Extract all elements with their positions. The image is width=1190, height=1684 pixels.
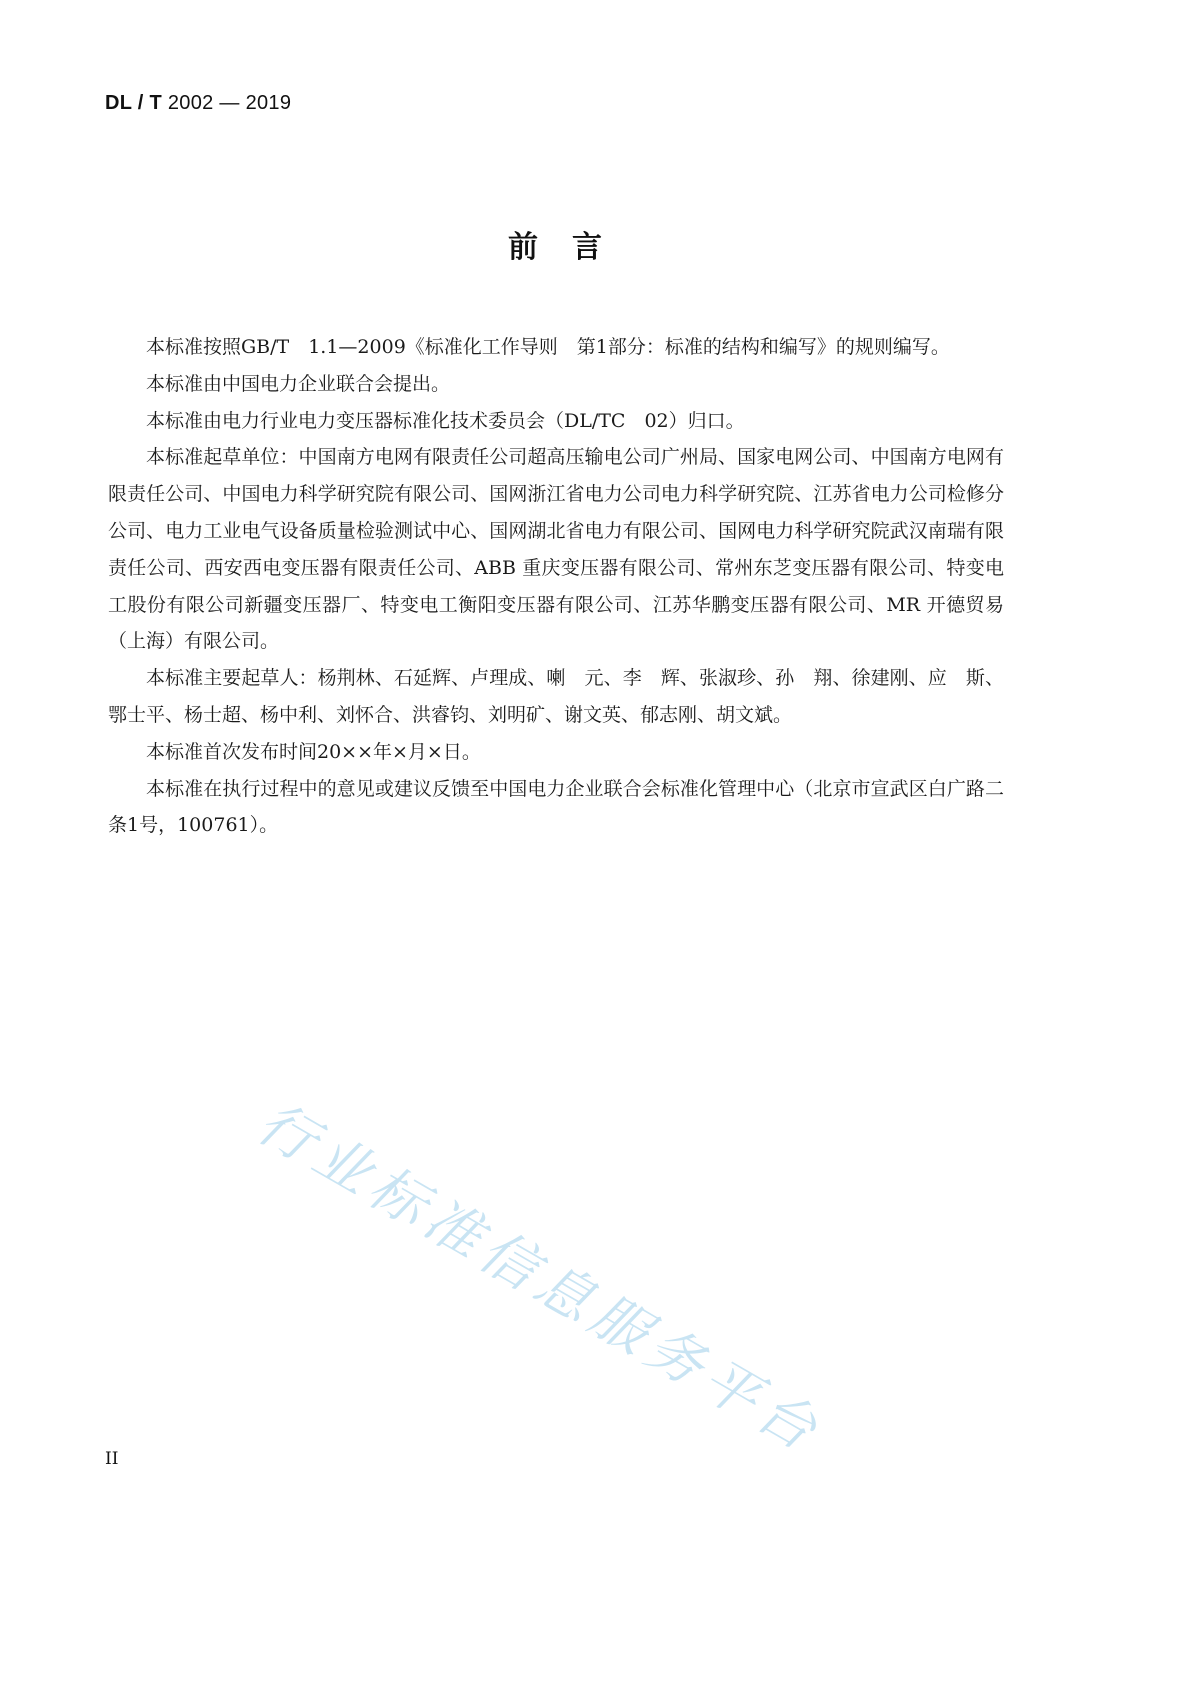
foreword-body — [108, 329, 1004, 844]
paragraph-first-release: 本标准首次发布时间20××年×月×日。 — [146, 740, 481, 763]
page-number: II — [105, 1449, 119, 1469]
page-title: 前言 — [508, 230, 636, 265]
standard-code-prefix: DL / T — [105, 92, 162, 114]
paragraph-proposer: 本标准由中国电力企业联合会提出。 — [146, 372, 451, 395]
paragraph-drafting-rules: 本标准按照GB/T 1.1—2009《标准化工作导则 第1部分：标准的结构和编写》的规则编写。 — [146, 336, 950, 358]
paragraph-committee: 本标准由电力行业电力变压器标准化技术委员会（DL/TC 02）归口。 — [146, 409, 745, 432]
watermark: 行业标准信息服务平台 — [246, 1090, 834, 1467]
standard-code-number: 2002 — 2019 — [167, 92, 292, 114]
paragraph-drafters: 本标准主要起草人：杨荆林、石延辉、卢理成、喇 元、李 辉、张淑珍、孙 翔、徐建刚、应 斯、鄂士平、杨士超、杨中利、刘怀合、洪睿钧、刘明矿、谢文英、郁志刚、胡文斌。 — [108, 667, 1004, 726]
paragraph-feedback: 本标准在执行过程中的意见或建议反馈至中国电力企业联合会标准化管理中心（北京市宣武区白广路二条1号，100761）。 — [108, 777, 1004, 837]
paragraph-drafting-units: 本标准起草单位：中国南方电网有限责任公司超高压输电公司广州局、国家电网公司、中国南方电网有限责任公司、中国电力科学研究院有限公司、国网浙江省电力公司电力科学研究院、江苏省电力公司检修分公司、电力工业电气设备质量检验测试中心、国网湖北省电力有限公司、国网电力科学研究院武汉南瑞有限责任公司、西安西电变压器有限责任公司、ABB 重庆变压器有限公司、常州东芝变压器有限公司、特变电工股份有限公司新疆变压器厂、特变电工衡阳变压器有限公司、江苏华鹏变压器有限公司、MR 开德贸易（上海）有限公司。 — [108, 446, 1004, 653]
standard-code-header — [105, 92, 291, 115]
